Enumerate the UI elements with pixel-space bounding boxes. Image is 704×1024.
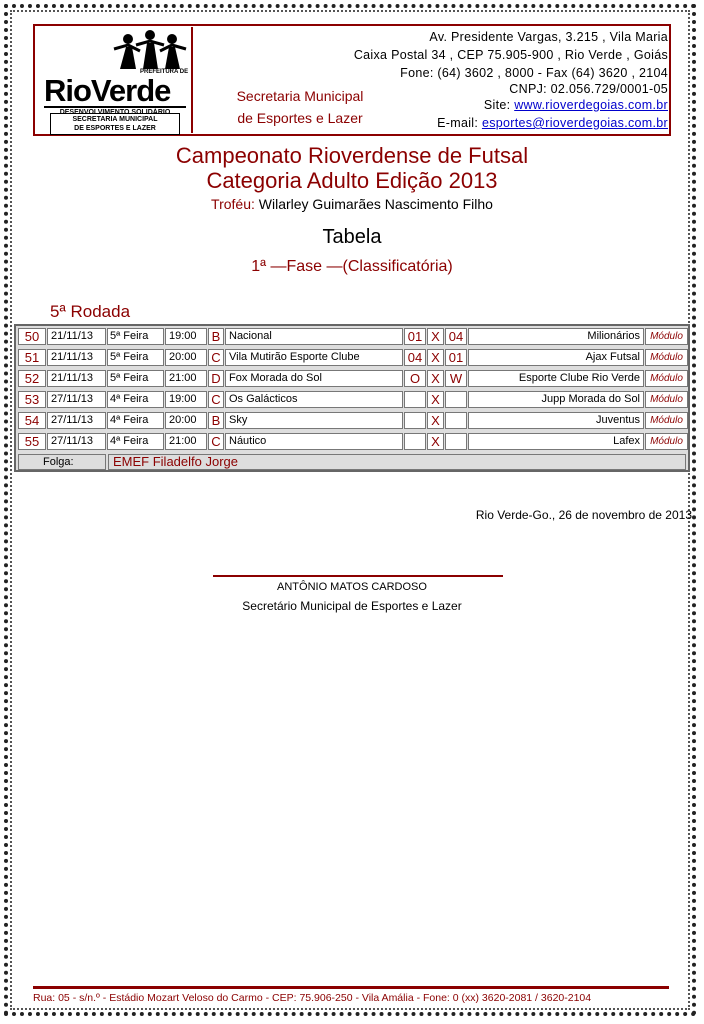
game-date: 27/11/13 [47,433,106,450]
game-time: 20:00 [165,349,207,366]
game-group: D [208,370,224,387]
modulo-link[interactable]: Módulo [645,412,688,429]
modulo-link[interactable]: Módulo [645,349,688,366]
trofeu-label: Troféu: [211,196,255,212]
address-line2: Caixa Postal 34 , CEP 75.905-900 , Rio Verde , Goiás [353,48,668,62]
logo-sec-line2: DE ESPORTES E LAZER [74,125,156,132]
game-group: C [208,433,224,450]
footer-divider [33,986,669,989]
game-date: 21/11/13 [47,328,106,345]
game-day: 4ª Feira [107,391,164,408]
address-line3: Fone: (64) 3602 , 8000 - Fax (64) 3620 , 2104 [400,66,668,80]
game-date: 27/11/13 [47,412,106,429]
game-time: 20:00 [165,412,207,429]
address-line4: CNPJ: 02.056.729/0001-05 [509,82,668,96]
secretaria-line1: Secretaria Municipal [236,88,364,104]
versus-mark: X [427,412,444,429]
folga-label: Folga: [18,454,106,470]
address-line1: Av. Presidente Vargas, 3.215 , Vila Maria [429,30,668,44]
game-day: 5ª Feira [107,349,164,366]
away-score: W [445,370,467,387]
site-label: Site: [483,98,511,112]
modulo-link[interactable]: Módulo [645,328,688,345]
modulo-link[interactable]: Módulo [645,433,688,450]
game-day: 4ª Feira [107,412,164,429]
site-line [484,98,668,112]
away-team: Esporte Clube Rio Verde [468,370,644,387]
game-time: 21:00 [165,433,207,450]
game-group: B [208,412,224,429]
secretaria-line2: de Esportes e Lazer [237,110,363,126]
game-day: 4ª Feira [107,433,164,450]
away-team: Jupp Morada do Sol [468,391,644,408]
logo-brand: RioVerde [44,73,171,108]
game-number: 54 [18,412,46,429]
footer-address: Rua: 05 - s/n.º - Estádio Mozart Veloso do Carmo - CEP: 75.906-250 - Vila Amália - Fone: 0 (xx) 3620-2081 / 3620-2104 [33,992,592,1004]
email-label: E-mail: [437,116,479,130]
game-day: 5ª Feira [107,370,164,387]
away-score: 04 [445,328,467,345]
email-link[interactable]: esportes@rioverdegoias.com.br [481,116,668,130]
game-time: 19:00 [165,328,207,345]
home-score: O [404,370,426,387]
modulo-link[interactable]: Módulo [645,391,688,408]
game-date: 21/11/13 [47,370,106,387]
game-group: B [208,328,224,345]
page-title: Campeonato Rioverdense de Futsal [175,143,529,168]
home-score [404,412,426,429]
logo-sec-line1: SECRETARIA MUNICIPAL [72,116,158,123]
game-group: C [208,391,224,408]
site-link[interactable]: www.rioverdegoias.com.br [514,98,668,112]
fase-heading: 1ª —Fase —(Classificatória) [251,258,453,275]
logo-prefeitura: PREFEITURA DE [140,69,189,75]
away-score [445,412,467,429]
city-date: Rio Verde-Go., 26 de novembro de 2013 [475,508,692,522]
game-number: 50 [18,328,46,345]
home-team: Náutico [225,433,403,450]
home-team: Os Galácticos [225,391,403,408]
versus-mark: X [427,370,444,387]
signature-line [213,575,503,577]
home-score [404,391,426,408]
trofeu-name: Wilarley Guimarães Nascimento Filho [258,196,493,212]
home-score [404,433,426,450]
people-logo-icon [110,29,190,73]
home-score: 04 [404,349,426,366]
logo-secretaria [50,113,180,135]
game-date: 27/11/13 [47,391,106,408]
tabela-heading: Tabela [322,226,382,248]
game-number: 51 [18,349,46,366]
home-team: Vila Mutirão Esporte Clube [225,349,403,366]
folga-team: EMEF Filadelfo Jorge [108,454,686,470]
versus-mark: X [427,349,444,366]
game-group: C [208,349,224,366]
logo-dev: DESENVOLVIMENTO SOLIDÁRIO [44,106,186,116]
page-subtitle: Categoria Adulto Edição 2013 [206,168,498,193]
game-date: 21/11/13 [47,349,106,366]
away-team: Ajax Futsal [468,349,644,366]
home-score: 01 [404,328,426,345]
games-table [14,324,690,472]
away-team: Milionários [468,328,644,345]
home-team: Fox Morada do Sol [225,370,403,387]
logo [36,27,193,133]
away-score [445,433,467,450]
signature-name: ANTÔNIO MATOS CARDOSO [277,581,427,593]
game-number: 53 [18,391,46,408]
versus-mark: X [427,433,444,450]
game-time: 19:00 [165,391,207,408]
trofeu [0,196,704,212]
away-team: Lafex [468,433,644,450]
away-score: 01 [445,349,467,366]
game-number: 52 [18,370,46,387]
email-line [437,116,668,130]
away-team: Juventus [468,412,644,429]
versus-mark: X [427,391,444,408]
home-team: Nacional [225,328,403,345]
game-number: 55 [18,433,46,450]
home-team: Sky [225,412,403,429]
game-day: 5ª Feira [107,328,164,345]
game-time: 21:00 [165,370,207,387]
modulo-link[interactable]: Módulo [645,370,688,387]
signature-role: Secretário Municipal de Esportes e Lazer [242,599,462,613]
versus-mark: X [427,328,444,345]
away-score [445,391,467,408]
rodada-heading: 5ª Rodada [50,302,131,321]
